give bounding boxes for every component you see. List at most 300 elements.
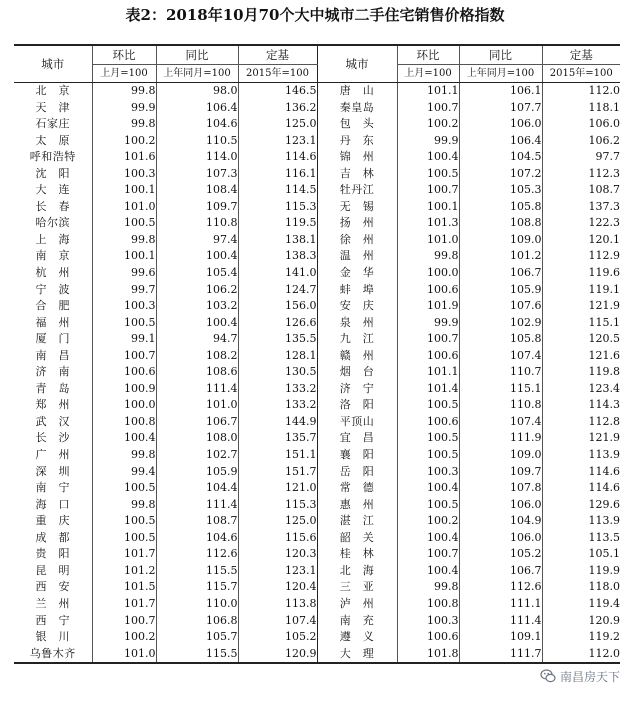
right-yoy-cell: 107.2 [459,166,542,183]
left-mom-cell: 99.1 [92,331,156,348]
left-yoy-cell: 115.5 [156,563,238,580]
right-base-cell: 115.1 [542,315,620,332]
watermark-text: 南昌房天下 [559,669,620,684]
left-mom-cell: 100.7 [92,613,156,630]
left-mom-cell: 100.8 [92,414,156,431]
left-mom-cell: 99.8 [92,447,156,464]
right-mom-cell: 99.9 [397,133,459,150]
right-city-cell: 襄 阳 [317,447,397,464]
right-base-cell: 121.6 [542,348,620,365]
right-yoy-cell: 110.7 [459,364,542,381]
table-row [14,646,620,664]
left-base-cell: 115.3 [238,497,317,514]
left-city-cell: 郑 州 [35,398,70,412]
table-row [14,232,620,249]
right-yoy-cell: 106.0 [459,116,542,133]
right-mom-cell: 100.5 [397,497,459,514]
left-mom-cell: 99.9 [92,100,156,117]
left-mom-cell: 100.5 [92,530,156,547]
left-base-cell: 126.6 [238,315,317,332]
base-base-right: 2015年=100 [542,65,620,83]
right-mom-cell: 99.8 [397,248,459,265]
table-row [14,480,620,497]
left-yoy-cell: 101.0 [156,397,238,414]
page-title: 表2：2018年10月70个大中城市二手住宅销售价格指数 [125,6,505,24]
left-city-cell: 大 连 [35,183,70,197]
yoy-header-right: 同比 [459,45,542,65]
right-yoy-cell: 106.7 [459,265,542,282]
right-city-cell: 平顶山 [317,414,397,431]
left-mom-cell: 100.5 [92,480,156,497]
table-row [14,133,620,150]
right-base-cell: 113.9 [542,513,620,530]
left-mom-cell: 101.2 [92,563,156,580]
right-mom-cell: 99.8 [397,579,459,596]
left-mom-cell: 100.5 [92,315,156,332]
watermark [540,666,620,686]
right-yoy-cell: 105.8 [459,199,542,216]
left-base-cell: 136.2 [238,100,317,117]
right-base-cell: 113.5 [542,530,620,547]
right-yoy-cell: 111.1 [459,596,542,613]
right-city-cell: 韶 关 [317,530,397,547]
right-city-cell: 大 理 [317,646,397,664]
right-city-cell: 宜 昌 [317,430,397,447]
right-mom-cell: 100.6 [397,414,459,431]
table-row [14,83,620,100]
left-mom-cell: 100.3 [92,166,156,183]
left-city-cell: 南 昌 [35,348,70,362]
left-yoy-cell: 104.4 [156,480,238,497]
left-base-cell: 138.1 [238,232,317,249]
right-city-cell: 蚌 埠 [317,282,397,299]
left-city-cell: 西 安 [35,580,70,594]
right-city-cell: 常 德 [317,480,397,497]
right-yoy-cell: 102.9 [459,315,542,332]
table-row [14,298,620,315]
left-yoy-cell: 114.0 [156,149,238,166]
right-city-cell: 南 充 [317,613,397,630]
left-city-cell: 长 春 [35,199,70,213]
table-row [14,447,620,464]
right-city-cell: 无 锡 [317,199,397,216]
left-mom-cell: 99.8 [92,116,156,133]
left-base-cell: 135.5 [238,331,317,348]
left-base-cell: 144.9 [238,414,317,431]
left-yoy-cell: 106.2 [156,282,238,299]
table-row [14,397,620,414]
table-body [14,83,620,664]
left-yoy-cell: 105.4 [156,265,238,282]
left-city-cell: 太 原 [35,133,70,147]
right-mom-cell: 100.7 [397,546,459,563]
right-mom-cell: 101.0 [397,232,459,249]
right-mom-cell: 100.5 [397,447,459,464]
right-mom-cell: 100.4 [397,530,459,547]
table-row [14,116,620,133]
left-mom-cell: 100.1 [92,182,156,199]
left-yoy-cell: 105.9 [156,464,238,481]
left-city-cell: 广 州 [35,448,70,462]
right-base-cell: 121.9 [542,430,620,447]
left-yoy-cell: 105.7 [156,629,238,646]
yoy-base-left: 上年同月=100 [156,65,238,83]
right-base-cell: 105.1 [542,546,620,563]
table-row [14,596,620,613]
left-city-cell: 沈 阳 [35,166,70,180]
right-yoy-cell: 107.7 [459,100,542,117]
right-city-cell: 金 华 [317,265,397,282]
right-mom-cell: 100.2 [397,513,459,530]
left-mom-cell: 101.0 [92,646,156,664]
right-mom-cell: 100.6 [397,282,459,299]
right-base-cell: 119.1 [542,282,620,299]
left-mom-cell: 101.7 [92,596,156,613]
right-base-cell: 119.6 [542,265,620,282]
table-row [14,282,620,299]
table-row [14,414,620,431]
left-city-cell: 长 沙 [35,431,70,445]
right-base-cell: 114.6 [542,464,620,481]
right-base-cell: 108.7 [542,182,620,199]
right-city-cell: 洛 阳 [317,397,397,414]
right-yoy-cell: 107.4 [459,348,542,365]
right-base-cell: 121.9 [542,298,620,315]
table-row [14,315,620,332]
right-base-cell: 123.4 [542,381,620,398]
table-row [14,265,620,282]
left-mom-cell: 101.7 [92,546,156,563]
left-city-cell: 宁 波 [35,282,70,296]
right-mom-cell: 100.5 [397,430,459,447]
right-yoy-cell: 111.7 [459,646,542,664]
wechat-official-account-icon [540,668,556,684]
right-base-cell: 113.9 [542,447,620,464]
right-yoy-cell: 106.0 [459,497,542,514]
left-city-cell: 呼和浩特 [29,150,76,164]
left-mom-cell: 99.6 [92,265,156,282]
right-city-cell: 济 宁 [317,381,397,398]
mom-base-right: 上月=100 [397,65,459,83]
right-city-cell: 唐 山 [317,83,397,100]
right-base-cell: 106.2 [542,133,620,150]
left-yoy-cell: 106.8 [156,613,238,630]
table-row [14,579,620,596]
right-base-cell: 137.3 [542,199,620,216]
left-mom-cell: 99.8 [92,83,156,100]
left-city-cell: 福 州 [35,315,70,329]
right-yoy-cell: 106.0 [459,530,542,547]
right-yoy-cell: 108.8 [459,215,542,232]
left-yoy-cell: 100.4 [156,315,238,332]
left-city-cell: 银 川 [35,630,70,644]
right-base-cell: 106.0 [542,116,620,133]
right-yoy-cell: 106.1 [459,83,542,100]
left-city-cell: 南 宁 [35,481,70,495]
right-base-cell: 120.9 [542,613,620,630]
left-city-cell: 乌鲁木齐 [29,646,76,660]
right-city-cell: 吉 林 [317,166,397,183]
right-base-cell: 120.1 [542,232,620,249]
table-row [14,215,620,232]
left-base-cell: 133.2 [238,381,317,398]
right-yoy-cell: 109.0 [459,232,542,249]
left-mom-cell: 100.0 [92,397,156,414]
right-city-cell: 岳 阳 [317,464,397,481]
right-mom-cell: 101.1 [397,83,459,100]
right-mom-cell: 100.4 [397,149,459,166]
right-mom-cell: 100.0 [397,265,459,282]
right-mom-cell: 100.6 [397,629,459,646]
right-yoy-cell: 115.1 [459,381,542,398]
left-yoy-cell: 103.2 [156,298,238,315]
left-city-cell: 青 岛 [35,381,70,395]
table-header [14,45,620,83]
right-mom-cell: 100.6 [397,348,459,365]
left-base-cell: 120.4 [238,579,317,596]
right-base-cell: 119.8 [542,364,620,381]
left-yoy-cell: 104.6 [156,116,238,133]
right-mom-cell: 100.7 [397,331,459,348]
left-base-cell: 123.1 [238,563,317,580]
left-base-cell: 146.5 [238,83,317,100]
left-city-cell: 厦 门 [35,332,70,346]
left-yoy-cell: 94.7 [156,331,238,348]
right-yoy-cell: 112.6 [459,579,542,596]
left-mom-cell: 99.8 [92,232,156,249]
table-row [14,381,620,398]
left-city-cell: 合 肥 [35,299,70,313]
right-mom-cell: 100.3 [397,464,459,481]
left-yoy-cell: 115.7 [156,579,238,596]
right-mom-cell: 101.9 [397,298,459,315]
left-city-cell: 武 汉 [35,414,70,428]
left-city-cell: 昆 明 [35,563,70,577]
right-mom-cell: 100.5 [397,397,459,414]
yoy-header-left: 同比 [156,45,238,65]
right-yoy-cell: 104.9 [459,513,542,530]
right-mom-cell: 100.4 [397,563,459,580]
right-city-cell: 三 亚 [317,579,397,596]
left-base-cell: 114.6 [238,149,317,166]
left-yoy-cell: 110.0 [156,596,238,613]
left-mom-cell: 100.5 [92,513,156,530]
left-mom-cell: 100.3 [92,298,156,315]
right-yoy-cell: 106.4 [459,133,542,150]
left-base-cell: 130.5 [238,364,317,381]
left-city-cell: 成 都 [35,530,70,544]
right-city-cell: 包 头 [317,116,397,133]
right-city-cell: 徐 州 [317,232,397,249]
left-base-cell: 115.6 [238,530,317,547]
right-base-cell: 118.1 [542,100,620,117]
left-mom-cell: 100.2 [92,629,156,646]
right-base-cell: 122.3 [542,215,620,232]
left-base-cell: 116.1 [238,166,317,183]
right-yoy-cell: 105.8 [459,331,542,348]
left-base-cell: 120.3 [238,546,317,563]
left-yoy-cell: 115.5 [156,646,238,664]
left-base-cell: 133.2 [238,397,317,414]
left-yoy-cell: 98.0 [156,83,238,100]
left-yoy-cell: 108.0 [156,430,238,447]
left-base-cell: 125.0 [238,116,317,133]
right-yoy-cell: 104.5 [459,149,542,166]
left-mom-cell: 100.9 [92,381,156,398]
left-yoy-cell: 97.4 [156,232,238,249]
left-base-cell: 138.3 [238,248,317,265]
left-city-cell: 哈尔滨 [35,216,70,230]
table-row [14,464,620,481]
left-city-cell: 济 南 [35,365,70,379]
left-city-cell: 上 海 [35,232,70,246]
left-yoy-cell: 108.4 [156,182,238,199]
right-yoy-cell: 110.8 [459,397,542,414]
left-mom-cell: 100.6 [92,364,156,381]
right-mom-cell: 100.1 [397,199,459,216]
right-city-cell: 湛 江 [317,513,397,530]
left-base-cell: 113.8 [238,596,317,613]
right-mom-cell: 101.1 [397,364,459,381]
right-city-cell: 温 州 [317,248,397,265]
left-base-cell: 115.3 [238,199,317,216]
table-row [14,530,620,547]
left-yoy-cell: 111.4 [156,497,238,514]
right-base-cell: 112.0 [542,646,620,664]
table-row [14,248,620,265]
left-city-cell: 天 津 [35,100,70,114]
yoy-base-right: 上年同月=100 [459,65,542,83]
left-base-cell: 124.7 [238,282,317,299]
right-city-cell: 扬 州 [317,215,397,232]
right-city-cell: 锦 州 [317,149,397,166]
left-city-cell: 西 宁 [35,613,70,627]
table-row [14,348,620,365]
right-base-cell: 129.6 [542,497,620,514]
left-base-cell: 156.0 [238,298,317,315]
right-base-cell: 120.5 [542,331,620,348]
right-yoy-cell: 111.4 [459,613,542,630]
right-base-cell: 114.3 [542,397,620,414]
right-base-cell: 119.4 [542,596,620,613]
left-yoy-cell: 104.6 [156,530,238,547]
right-mom-cell: 100.4 [397,480,459,497]
table-row [14,546,620,563]
right-base-cell: 112.0 [542,83,620,100]
right-city-cell: 泉 州 [317,315,397,332]
table-row [14,182,620,199]
left-base-cell: 151.7 [238,464,317,481]
left-base-cell: 120.9 [238,646,317,664]
left-yoy-cell: 106.7 [156,414,238,431]
table-row [14,513,620,530]
left-yoy-cell: 107.3 [156,166,238,183]
left-base-cell: 128.1 [238,348,317,365]
left-mom-cell: 99.8 [92,497,156,514]
right-mom-cell: 99.9 [397,315,459,332]
left-base-cell: 105.2 [238,629,317,646]
left-base-cell: 151.1 [238,447,317,464]
right-base-cell: 118.0 [542,579,620,596]
left-mom-cell: 100.4 [92,430,156,447]
table-row [14,563,620,580]
right-city-cell: 桂 林 [317,546,397,563]
left-mom-cell: 100.1 [92,248,156,265]
left-city-cell: 石家庄 [35,117,70,131]
right-yoy-cell: 107.8 [459,480,542,497]
left-city-cell: 重 庆 [35,514,70,528]
mom-header-left: 环比 [92,45,156,65]
right-city-cell: 九 江 [317,331,397,348]
table-row [14,430,620,447]
left-city-cell: 深 圳 [35,464,70,478]
right-yoy-cell: 111.9 [459,430,542,447]
city-header-left: 城市 [14,45,92,83]
left-base-cell: 121.0 [238,480,317,497]
left-mom-cell: 99.4 [92,464,156,481]
table-row [14,613,620,630]
price-index-table [14,44,620,664]
left-base-cell: 123.1 [238,133,317,150]
table-row [14,100,620,117]
right-yoy-cell: 109.7 [459,464,542,481]
right-city-cell: 惠 州 [317,497,397,514]
right-yoy-cell: 107.6 [459,298,542,315]
base-header-left: 定基 [238,45,317,65]
right-mom-cell: 100.2 [397,116,459,133]
left-yoy-cell: 111.4 [156,381,238,398]
left-base-cell: 114.5 [238,182,317,199]
right-base-cell: 119.9 [542,563,620,580]
left-yoy-cell: 100.4 [156,248,238,265]
right-yoy-cell: 106.7 [459,563,542,580]
left-base-cell: 135.7 [238,430,317,447]
right-yoy-cell: 105.9 [459,282,542,299]
city-header-right: 城市 [317,45,397,83]
left-yoy-cell: 110.5 [156,133,238,150]
left-yoy-cell: 102.7 [156,447,238,464]
right-base-cell: 97.7 [542,149,620,166]
right-mom-cell: 100.5 [397,166,459,183]
right-city-cell: 赣 州 [317,348,397,365]
right-mom-cell: 100.7 [397,182,459,199]
right-mom-cell: 101.4 [397,381,459,398]
table-row [14,166,620,183]
right-city-cell: 遵 义 [317,629,397,646]
left-yoy-cell: 108.2 [156,348,238,365]
mom-header-right: 环比 [397,45,459,65]
right-mom-cell: 101.8 [397,646,459,664]
left-base-cell: 107.4 [238,613,317,630]
right-city-cell: 丹 东 [317,133,397,150]
left-yoy-cell: 109.7 [156,199,238,216]
base-header-right: 定基 [542,45,620,65]
right-yoy-cell: 109.1 [459,629,542,646]
table-row [14,629,620,646]
left-mom-cell: 101.6 [92,149,156,166]
left-mom-cell: 100.7 [92,348,156,365]
left-city-cell: 北 京 [35,84,70,97]
right-city-cell: 安 庆 [317,298,397,315]
table-row [14,364,620,381]
right-yoy-cell: 105.2 [459,546,542,563]
right-city-cell: 北 海 [317,563,397,580]
left-city-cell: 兰 州 [35,596,70,610]
table-row [14,199,620,216]
right-base-cell: 114.6 [542,480,620,497]
right-yoy-cell: 105.3 [459,182,542,199]
left-mom-cell: 99.7 [92,282,156,299]
